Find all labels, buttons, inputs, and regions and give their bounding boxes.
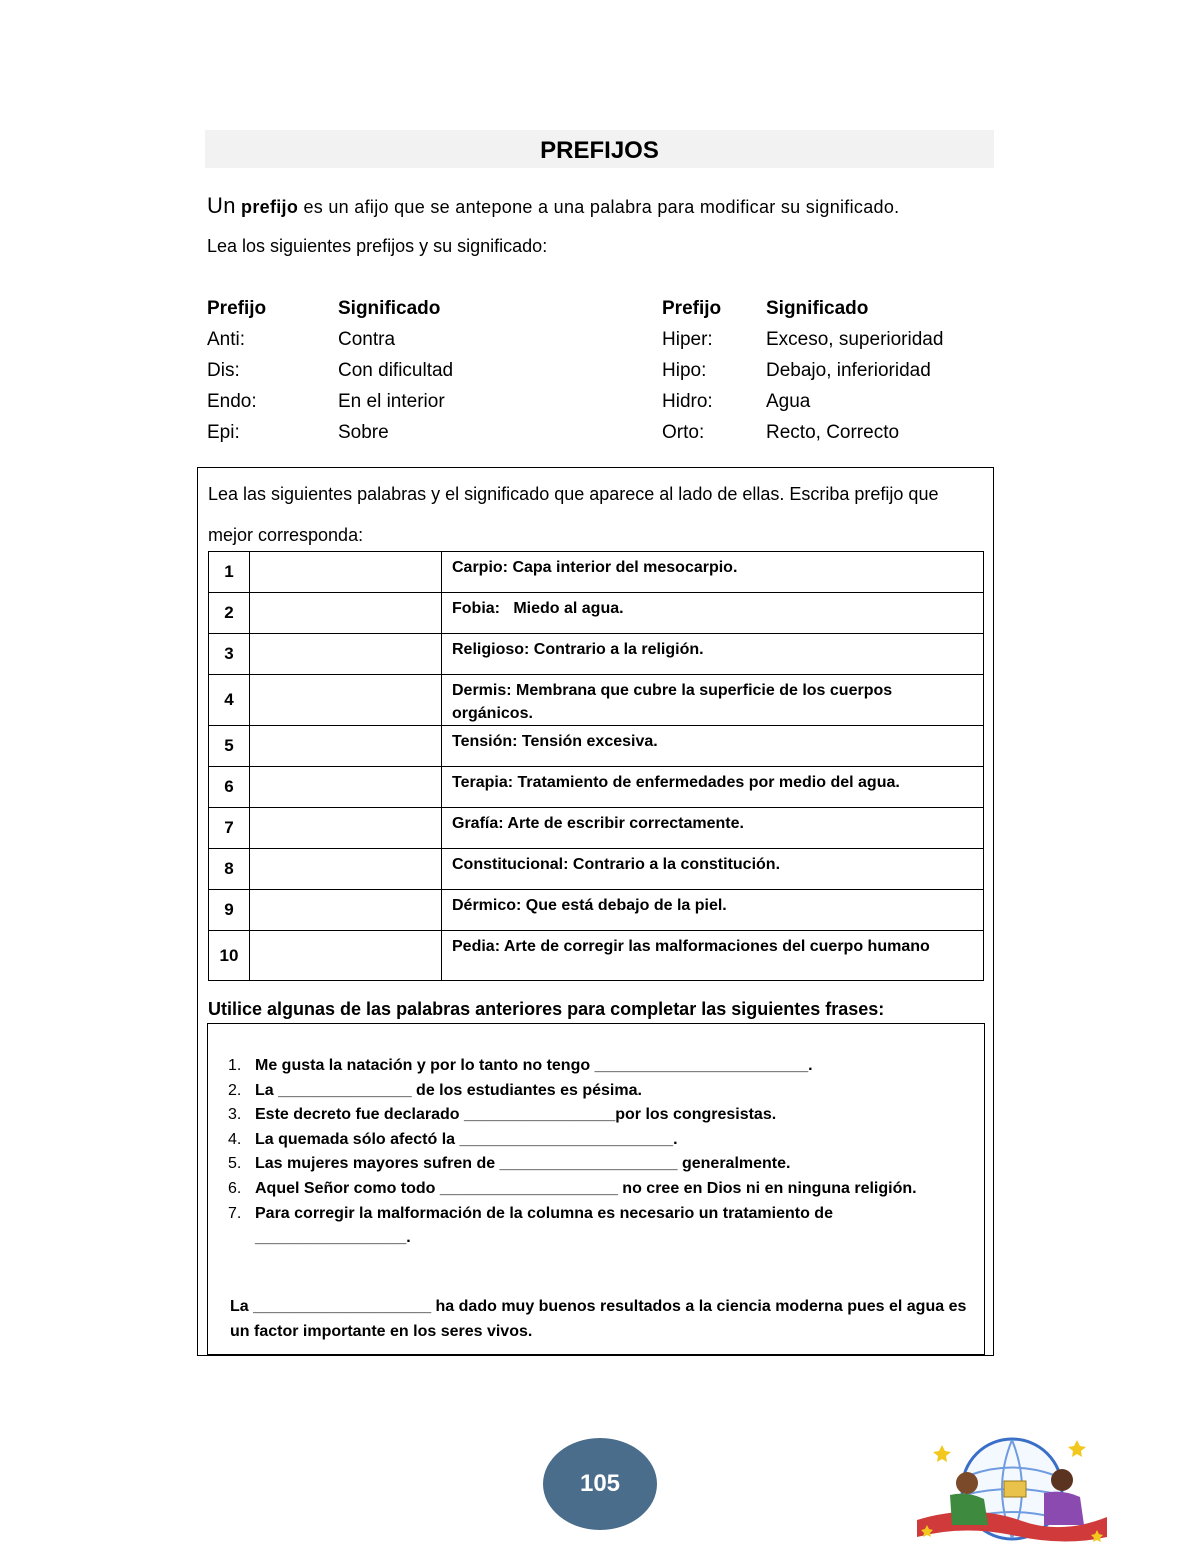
definition-cell: Carpio: Capa interior del mesocarpio.: [442, 552, 984, 593]
answer-cell[interactable]: [250, 675, 442, 726]
table-row: [209, 808, 984, 849]
row-number: 9: [209, 890, 250, 931]
prefix-cell: Hiper:: [662, 329, 713, 350]
prefix-instruction: Lea los siguientes prefijos y su significado:: [207, 236, 548, 256]
definition-cell: Grafía: Arte de escribir correctamente.: [442, 808, 984, 849]
intro-text: es un afijo que se antepone a una palabra para modificar su significado.: [298, 197, 900, 217]
prefix-cell: Hidro:: [662, 391, 713, 412]
definition-cell: Constitucional: Contrario a la constitución.: [442, 849, 984, 890]
header-significado-2: Significado: [766, 298, 869, 319]
meaning-cell: Con dificultad: [338, 360, 454, 381]
row-number: 4: [209, 675, 250, 726]
table-row: [209, 726, 984, 767]
sentence-text[interactable]: Para corregir la malformación de la columna es necesario un tratamiento de _________________.: [255, 1204, 833, 1247]
row-number: 3: [209, 634, 250, 675]
prefix-cell: Anti:: [207, 329, 246, 350]
intro-keyword: prefijo: [241, 197, 299, 217]
sentence-list: [218, 1054, 968, 1251]
sentence-number: 7.: [228, 1204, 242, 1222]
prefix-cell: Endo:: [207, 391, 257, 412]
meaning-cell: Contra: [338, 329, 396, 350]
answer-cell[interactable]: [250, 767, 442, 808]
prefix-cell: Orto:: [662, 422, 705, 443]
reading-kids-globe-logo-icon: [912, 1425, 1112, 1550]
sentence-text[interactable]: Aquel Señor como todo ____________________ no cree en Dios ni en ninguna religión.: [255, 1179, 917, 1197]
prefix-cell: Dis:: [207, 360, 240, 381]
intro-un: Un: [207, 193, 236, 218]
header-significado-1: Significado: [338, 298, 441, 319]
closing-sentence[interactable]: La ____________________ ha dado muy buenos resultados a la ciencia moderna pues el agua es un factor importante en los seres vivos.: [230, 1298, 967, 1340]
meaning-cell: Sobre: [338, 422, 389, 443]
list-item: [218, 1079, 968, 1104]
definition-cell: Dérmico: Que está debajo de la piel.: [442, 890, 984, 931]
answer-cell[interactable]: [250, 593, 442, 634]
exercise-box: [197, 467, 994, 1356]
meaning-cell: Debajo, inferioridad: [766, 360, 931, 381]
definition-cell: Fobia: Miedo al agua.: [442, 593, 984, 634]
sentence-number: 2.: [228, 1081, 242, 1099]
row-number: 7: [209, 808, 250, 849]
definition-cell: Terapia: Tratamiento de enfermedades por medio del agua.: [442, 767, 984, 808]
table-row: [209, 634, 984, 675]
definition-cell: Tensión: Tensión excesiva.: [442, 726, 984, 767]
answer-cell[interactable]: [250, 726, 442, 767]
sentence-text[interactable]: Las mujeres mayores sufren de ____________________ generalmente.: [255, 1155, 791, 1173]
word-table: [208, 551, 984, 981]
answer-cell[interactable]: [250, 931, 442, 981]
sentence-box: [207, 1023, 985, 1355]
table-row: [209, 890, 984, 931]
meaning-cell: Exceso, superioridad: [766, 329, 944, 350]
list-item: [218, 1202, 968, 1251]
sentence-number: 4.: [228, 1130, 242, 1148]
page-title: PREFIJOS: [205, 130, 994, 168]
exercise-instruction: Lea las siguientes palabras y el significado que aparece al lado de ellas. Escriba prefijo que mejor corresponda:: [208, 484, 939, 545]
table-row: [209, 931, 984, 981]
completion-instruction: Utilice algunas de las palabras anteriores para completar las siguientes frases:: [208, 999, 885, 1019]
table-row: [209, 767, 984, 808]
row-number: 8: [209, 849, 250, 890]
definition-cell: Dermis: Membrana que cubre la superficie de los cuerpos orgánicos.: [442, 675, 984, 726]
intro-paragraph: [207, 193, 899, 219]
meaning-cell: Recto, Correcto: [766, 422, 900, 443]
page-number-badge: 105: [543, 1438, 657, 1530]
list-item: [218, 1152, 968, 1177]
sentence-text[interactable]: Me gusta la natación y por lo tanto no tengo ________________________.: [255, 1057, 813, 1074]
row-number: 1: [209, 552, 250, 593]
sentence-text[interactable]: La _______________ de los estudiantes es pésima.: [255, 1081, 642, 1099]
sentence-number: 3.: [228, 1106, 242, 1124]
meaning-cell: En el interior: [338, 391, 445, 412]
prefix-cell: Hipo:: [662, 360, 707, 381]
header-prefijo-1: Prefijo: [207, 298, 267, 319]
answer-cell[interactable]: [250, 890, 442, 931]
table-row: [209, 552, 984, 593]
sentence-number: 6.: [228, 1179, 242, 1197]
list-item: [218, 1103, 968, 1128]
sentence-number: 5.: [228, 1155, 242, 1173]
answer-cell[interactable]: [250, 849, 442, 890]
list-item: [218, 1054, 968, 1079]
row-number: 5: [209, 726, 250, 767]
table-row: [209, 675, 984, 726]
sentence-text[interactable]: La quemada sólo afectó la ________________________.: [255, 1130, 678, 1148]
header-prefijo-2: Prefijo: [662, 298, 722, 319]
sentence-number: 1.: [228, 1057, 242, 1074]
list-item: [218, 1128, 968, 1153]
list-item: [218, 1177, 968, 1202]
answer-cell[interactable]: [250, 634, 442, 675]
row-number: 2: [209, 593, 250, 634]
answer-cell[interactable]: [250, 552, 442, 593]
definition-cell: Pedia: Arte de corregir las malformaciones del cuerpo humano: [442, 931, 984, 981]
prefix-cell: Epi:: [207, 422, 240, 443]
row-number: 10: [209, 931, 250, 981]
row-number: 6: [209, 767, 250, 808]
definition-cell: Religioso: Contrario a la religión.: [442, 634, 984, 675]
sentence-text[interactable]: Este decreto fue declarado _________________por los congresistas.: [255, 1106, 777, 1124]
table-row: [209, 849, 984, 890]
meaning-cell: Agua: [766, 391, 811, 412]
table-row: [209, 593, 984, 634]
answer-cell[interactable]: [250, 808, 442, 849]
